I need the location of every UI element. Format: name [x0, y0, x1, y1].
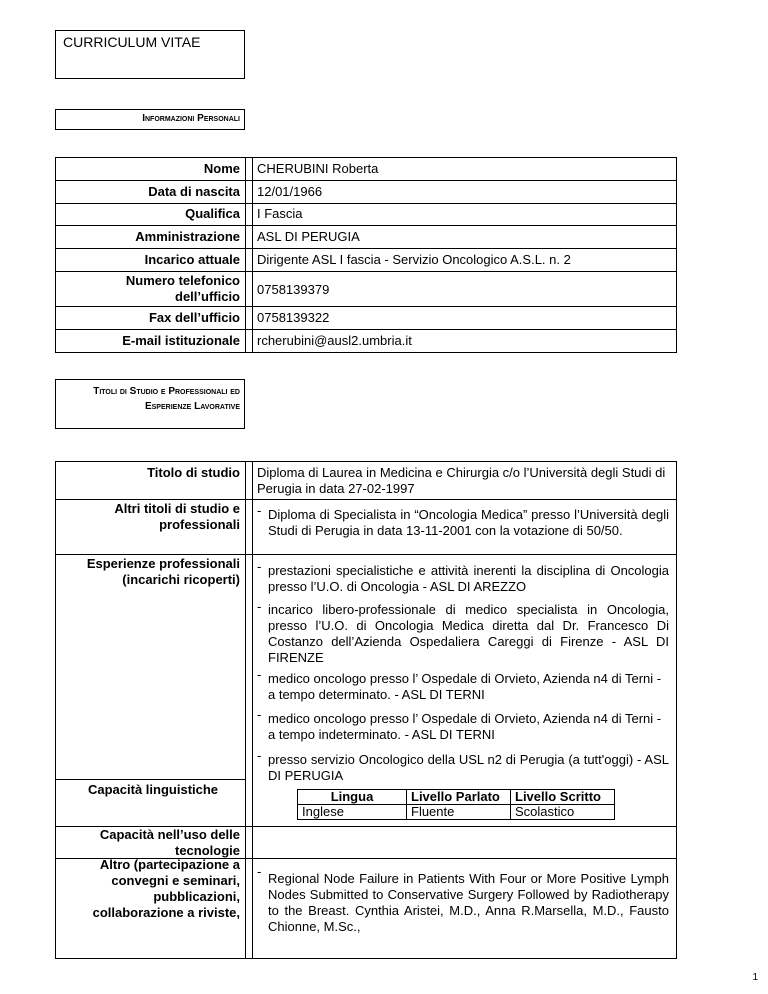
altro-item-1: Regional Node Failure in Patients With Four or More Positive Lymph Nodes Submitted to Conservative Surgery Followed by Radiotherapy to the Breast. Cynthia Aristei, M.D., Anna R.Marsella, M.D., Fausto Chionne, M.Sc., — [268, 871, 669, 934]
label-esperienze: Esperienze professionali (incarichi ricoperti) — [86, 556, 240, 587]
value-amministrazione: ASL DI PERUGIA — [257, 229, 360, 244]
value-data-nascita: 12/01/1966 — [257, 184, 323, 199]
label-tecnologie: Capacità nell’uso delle tecnologie — [99, 827, 240, 858]
label-incarico-attuale: Incarico attuale — [144, 252, 240, 267]
label-amministrazione: Amministrazione — [135, 229, 240, 244]
label-email: E-mail istituzionale — [122, 333, 240, 348]
language-table — [297, 789, 615, 820]
label-fax: Fax dell’ufficio — [148, 310, 240, 325]
esperienza-item-3: medico oncologo presso l’ Ospedale di Orvieto, Azienda n4 di Terni - a tempo determinato. - ASL DI TERNI — [268, 671, 662, 702]
title-box — [55, 30, 245, 79]
label-nome: Nome — [203, 161, 240, 176]
page-number: 1 — [752, 972, 758, 983]
esperienza-item-1: prestazioni specialistiche e attività inerenti la disciplina di Oncologia presso l’U.O. di Oncologia - ASL DI AREZZO — [268, 563, 669, 594]
label-altri-titoli: Altri titoli di studio e professionali — [114, 501, 240, 532]
value-titolo-studio: Diploma di Laurea in Medicina e Chirurgia c/o l’Università degli Studi di Perugia in data 27-02-1997 — [257, 465, 666, 496]
label-altro: Altro (partecipazione a convegni e seminari, pubblicazioni, collaborazione a riviste, — [92, 857, 240, 920]
cell-livello-parlato: Fluente — [407, 805, 511, 820]
value-telefono: 0758139379 — [257, 282, 330, 297]
label-titolo-studio: Titolo di studio — [147, 465, 240, 480]
cv-title: CURRICULUM VITAE — [63, 34, 201, 50]
cell-lingua: Inglese — [298, 805, 407, 820]
value-email: rcherubini@ausl2.umbria.it — [257, 333, 412, 348]
header-lingua: Lingua — [298, 790, 407, 805]
bullet-dash: - — [257, 667, 262, 682]
bullet-dash: - — [257, 559, 262, 574]
label-data-nascita: Data di nascita — [148, 184, 240, 199]
value-qualifica: I Fascia — [257, 206, 303, 221]
altri-item-1: Diploma di Specialista in “Oncologia Medica” presso l’Università degli Studi di Perugia in data 13-11-2001 con la votazione di 50/50. — [268, 507, 669, 538]
esperienza-item-2: incarico libero-professionale di medico specialista in Oncologia, presso l’U.O. di Oncologia Medica diretta dal Dr. Francesco Di Costanzo dell’Azienda Ospedaliera Careggi di Firenze - ASL DI FIRENZE — [268, 602, 669, 665]
header-livello-scritto: Livello Scritto — [511, 790, 615, 805]
bullet-dash: - — [257, 707, 262, 722]
header-livello-parlato: Livello Parlato — [407, 790, 511, 805]
language-row — [298, 805, 615, 820]
cell-livello-scritto: Scolastico — [511, 805, 615, 820]
language-table-header — [298, 790, 615, 805]
value-fax: 0758139322 — [257, 310, 330, 325]
label-qualifica: Qualifica — [185, 206, 240, 221]
section-titles-header: Titoli di Studio e Professionali ed Esperienze Lavorative — [55, 379, 245, 429]
bullet-dash: - — [257, 748, 262, 763]
esperienza-item-5: presso servizio Oncologico della USL n2 di Perugia (a tutt'oggi) - ASL DI PERUGIA — [268, 752, 669, 783]
label-capacita-linguistiche: Capacità linguistiche — [88, 782, 219, 797]
bullet-dash: - — [257, 864, 262, 879]
bullet-dash: - — [257, 503, 262, 518]
value-incarico-attuale: Dirigente ASL I fascia - Servizio Oncologico A.S.L. n. 2 — [257, 252, 571, 267]
section-personal-header: Informazioni Personali — [55, 109, 245, 130]
esperienza-item-4: medico oncologo presso l’ Ospedale di Orvieto, Azienda n4 di Terni - a tempo indeterminato. - ASL DI TERNI — [268, 711, 662, 742]
label-telefono: Numero telefonico dell’ufficio — [125, 273, 240, 304]
bullet-dash: - — [257, 599, 262, 614]
value-nome: CHERUBINI Roberta — [257, 161, 379, 176]
